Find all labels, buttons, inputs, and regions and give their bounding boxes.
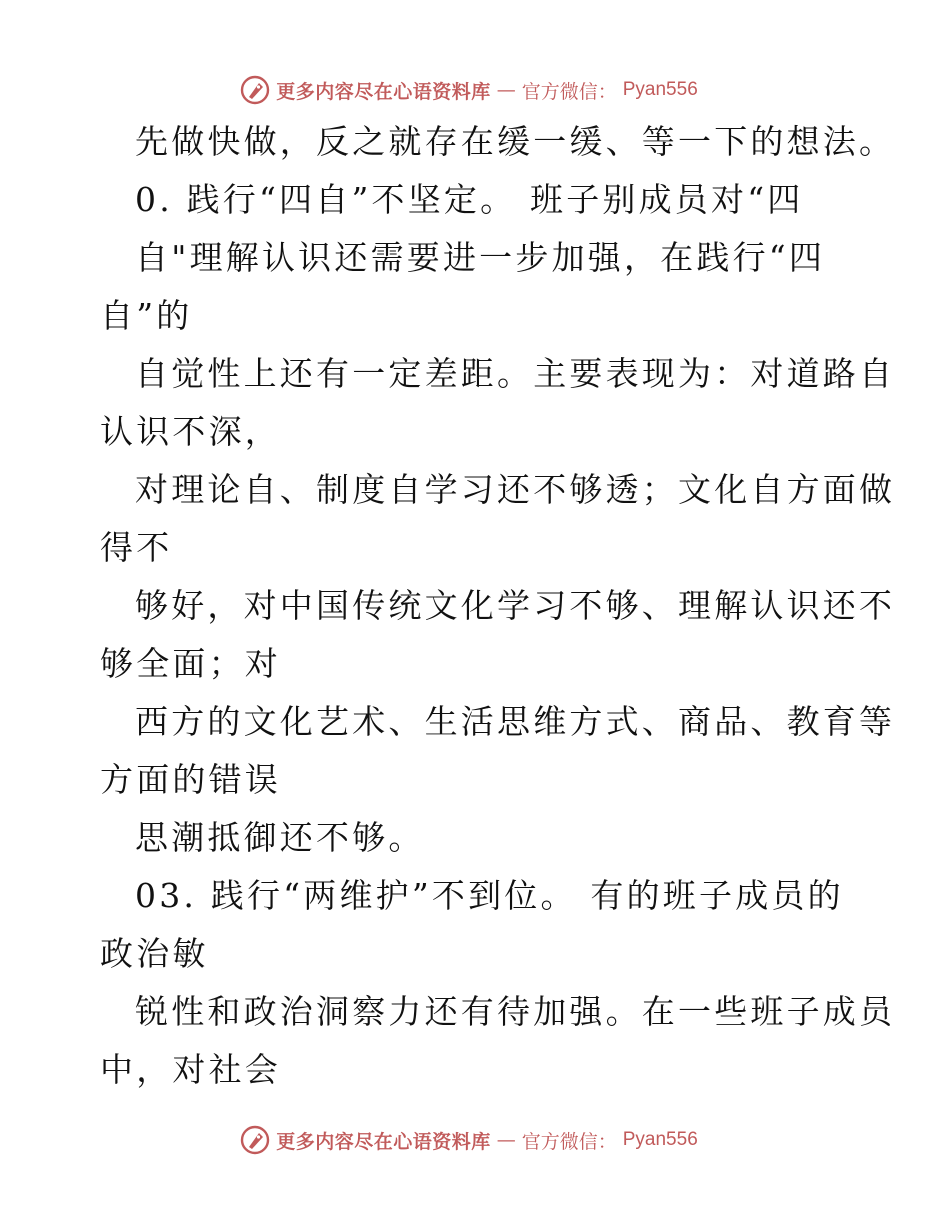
banner-separator: — xyxy=(496,79,516,101)
banner-brand-text: 更多内容尽在心语资料库 xyxy=(276,1130,491,1153)
banner-wechat-handle: Pyan556 xyxy=(622,79,698,100)
text-line: 思潮抵御还不够。 xyxy=(135,818,425,857)
text-line: 自"理解认识还需要进一步加强，在践行“四 xyxy=(135,238,826,277)
text-line: 方面的错误 xyxy=(100,760,281,799)
text-line: 自”的 xyxy=(100,296,193,335)
footer-banner xyxy=(0,1120,950,1160)
text-line: 够全面；对 xyxy=(100,644,281,683)
text-line: 政治敏 xyxy=(100,934,209,973)
text-line: 0. 践行“四自”不坚定。 班子别成员对“四 xyxy=(135,180,804,219)
text-line: 先做快做，反之就存在缓一缓、等一下的想法。 xyxy=(135,122,896,161)
banner-contact-label: 官方微信： xyxy=(521,1130,617,1153)
text-line: 西方的文化艺术、生活思维方式、商品、教育等 xyxy=(135,702,896,741)
text-line: 够好，对中国传统文化学习不够、理解认识还不 xyxy=(135,586,896,625)
text-line: 得不 xyxy=(100,528,173,567)
pen-nib-logo-icon xyxy=(240,75,270,105)
banner-wechat-handle: Pyan556 xyxy=(622,1129,698,1150)
text-line: 中，对社会 xyxy=(100,1050,281,1089)
header-banner-content xyxy=(240,75,698,105)
footer-banner-content xyxy=(240,1125,698,1155)
text-line: 认识不深， xyxy=(100,412,281,451)
text-line: 锐性和政治洞察力还有待加强。在一些班子成员 xyxy=(135,992,896,1031)
text-line: 对理论自、制度自学习还不够透；文化自方面做 xyxy=(135,470,896,509)
banner-contact-label: 官方微信： xyxy=(521,80,617,103)
text-line: 03. 践行“两维护”不到位。 有的班子成员的 xyxy=(135,876,844,915)
banner-brand-text: 更多内容尽在心语资料库 xyxy=(276,80,491,103)
text-line: 自觉性上还有一定差距。主要表现为：对道路自 xyxy=(135,354,896,393)
pen-nib-logo-icon xyxy=(240,1125,270,1155)
banner-separator: — xyxy=(496,1129,516,1151)
header-banner xyxy=(0,70,950,110)
